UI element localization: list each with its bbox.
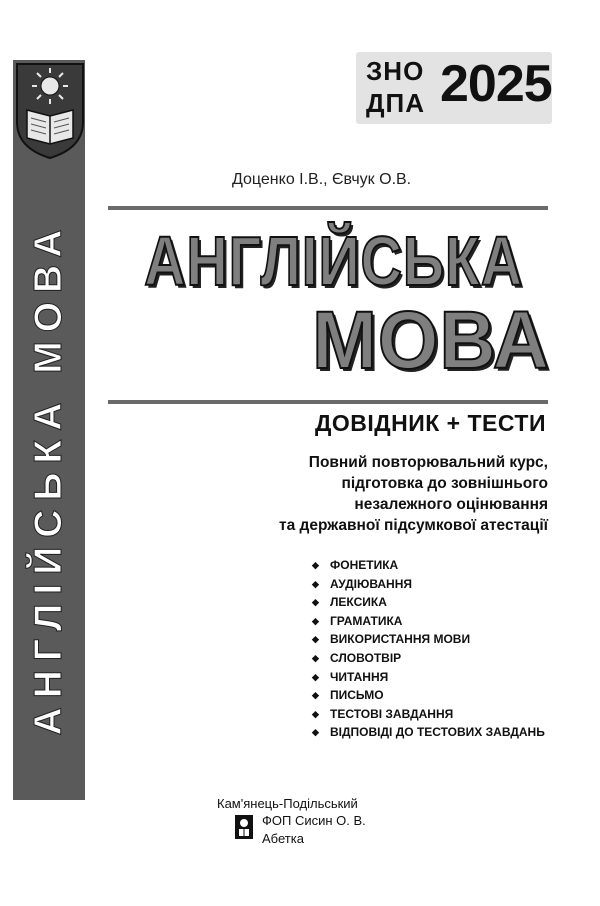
list-item [312,630,545,649]
topic-label: ГРАМАТИКА [330,613,403,628]
publisher-line-2: Абетка [262,831,304,846]
topic-label: ПИСЬМО [330,688,384,703]
publisher-line-1: ФОП Сисин О. В. [262,813,366,828]
topic-label: ВИКОРИСТАННЯ МОВИ [330,632,471,647]
diamond-icon: ◆ [312,671,319,682]
list-item [312,705,545,724]
topics-list [312,556,545,742]
topic-label: ЧИТАННЯ [330,669,389,684]
topic-label: АУДІЮВАННЯ [330,576,413,591]
list-item [312,575,545,594]
publisher-logo-icon [234,814,254,840]
main-title-line-1: АНГЛІЙСЬКА [144,222,524,300]
list-item [312,686,545,705]
diamond-icon: ◆ [312,615,319,626]
description-line: незалежного оцінювання [354,496,548,513]
list-item [312,612,545,631]
topic-label: ТЕСТОВІ ЗАВДАННЯ [330,706,454,721]
divider-bottom [108,400,548,404]
list-item [312,723,545,742]
subtitle: ДОВІДНИК + ТЕСТИ [314,410,546,436]
description-line: Повний повторювальний курс, [308,454,548,471]
coat-of-arms-emblem [13,60,87,160]
edition-exam-2: ДПА [366,88,425,118]
edition-exam-1: ЗНО [366,56,425,86]
main-title-line-2: МОВА [312,295,550,386]
topic-label: ЛЕКСИКА [330,595,387,610]
side-title: АНГЛІЙСЬКА МОВА [27,220,70,736]
topic-label: ВІДПОВІДІ ДО ТЕСТОВИХ ЗАВДАНЬ [330,725,545,740]
edition-year: 2025 [440,55,552,113]
diamond-icon: ◆ [312,708,319,719]
publisher-city: Кам'янець-Подільський [217,796,358,811]
divider-top [108,206,548,210]
list-item [312,649,545,668]
diamond-icon: ◆ [312,560,319,570]
publisher-name [262,812,366,848]
list-item [312,668,545,687]
diamond-icon: ◆ [312,634,319,645]
topic-label: СЛОВОТВІР [330,650,402,665]
diamond-icon: ◆ [312,727,319,738]
description [218,452,548,536]
diamond-icon: ◆ [312,690,319,701]
diamond-icon: ◆ [312,578,319,589]
list-item [312,556,545,575]
diamond-icon: ◆ [312,597,319,608]
diamond-icon: ◆ [312,652,319,663]
description-line: підготовка до зовнішнього [341,475,548,492]
description-line: та державної підсумкової атестації [278,517,548,534]
authors: Доценко І.В., Євчук О.В. [232,171,412,188]
list-item [312,593,545,612]
topic-label: ФОНЕТИКА [330,558,399,572]
